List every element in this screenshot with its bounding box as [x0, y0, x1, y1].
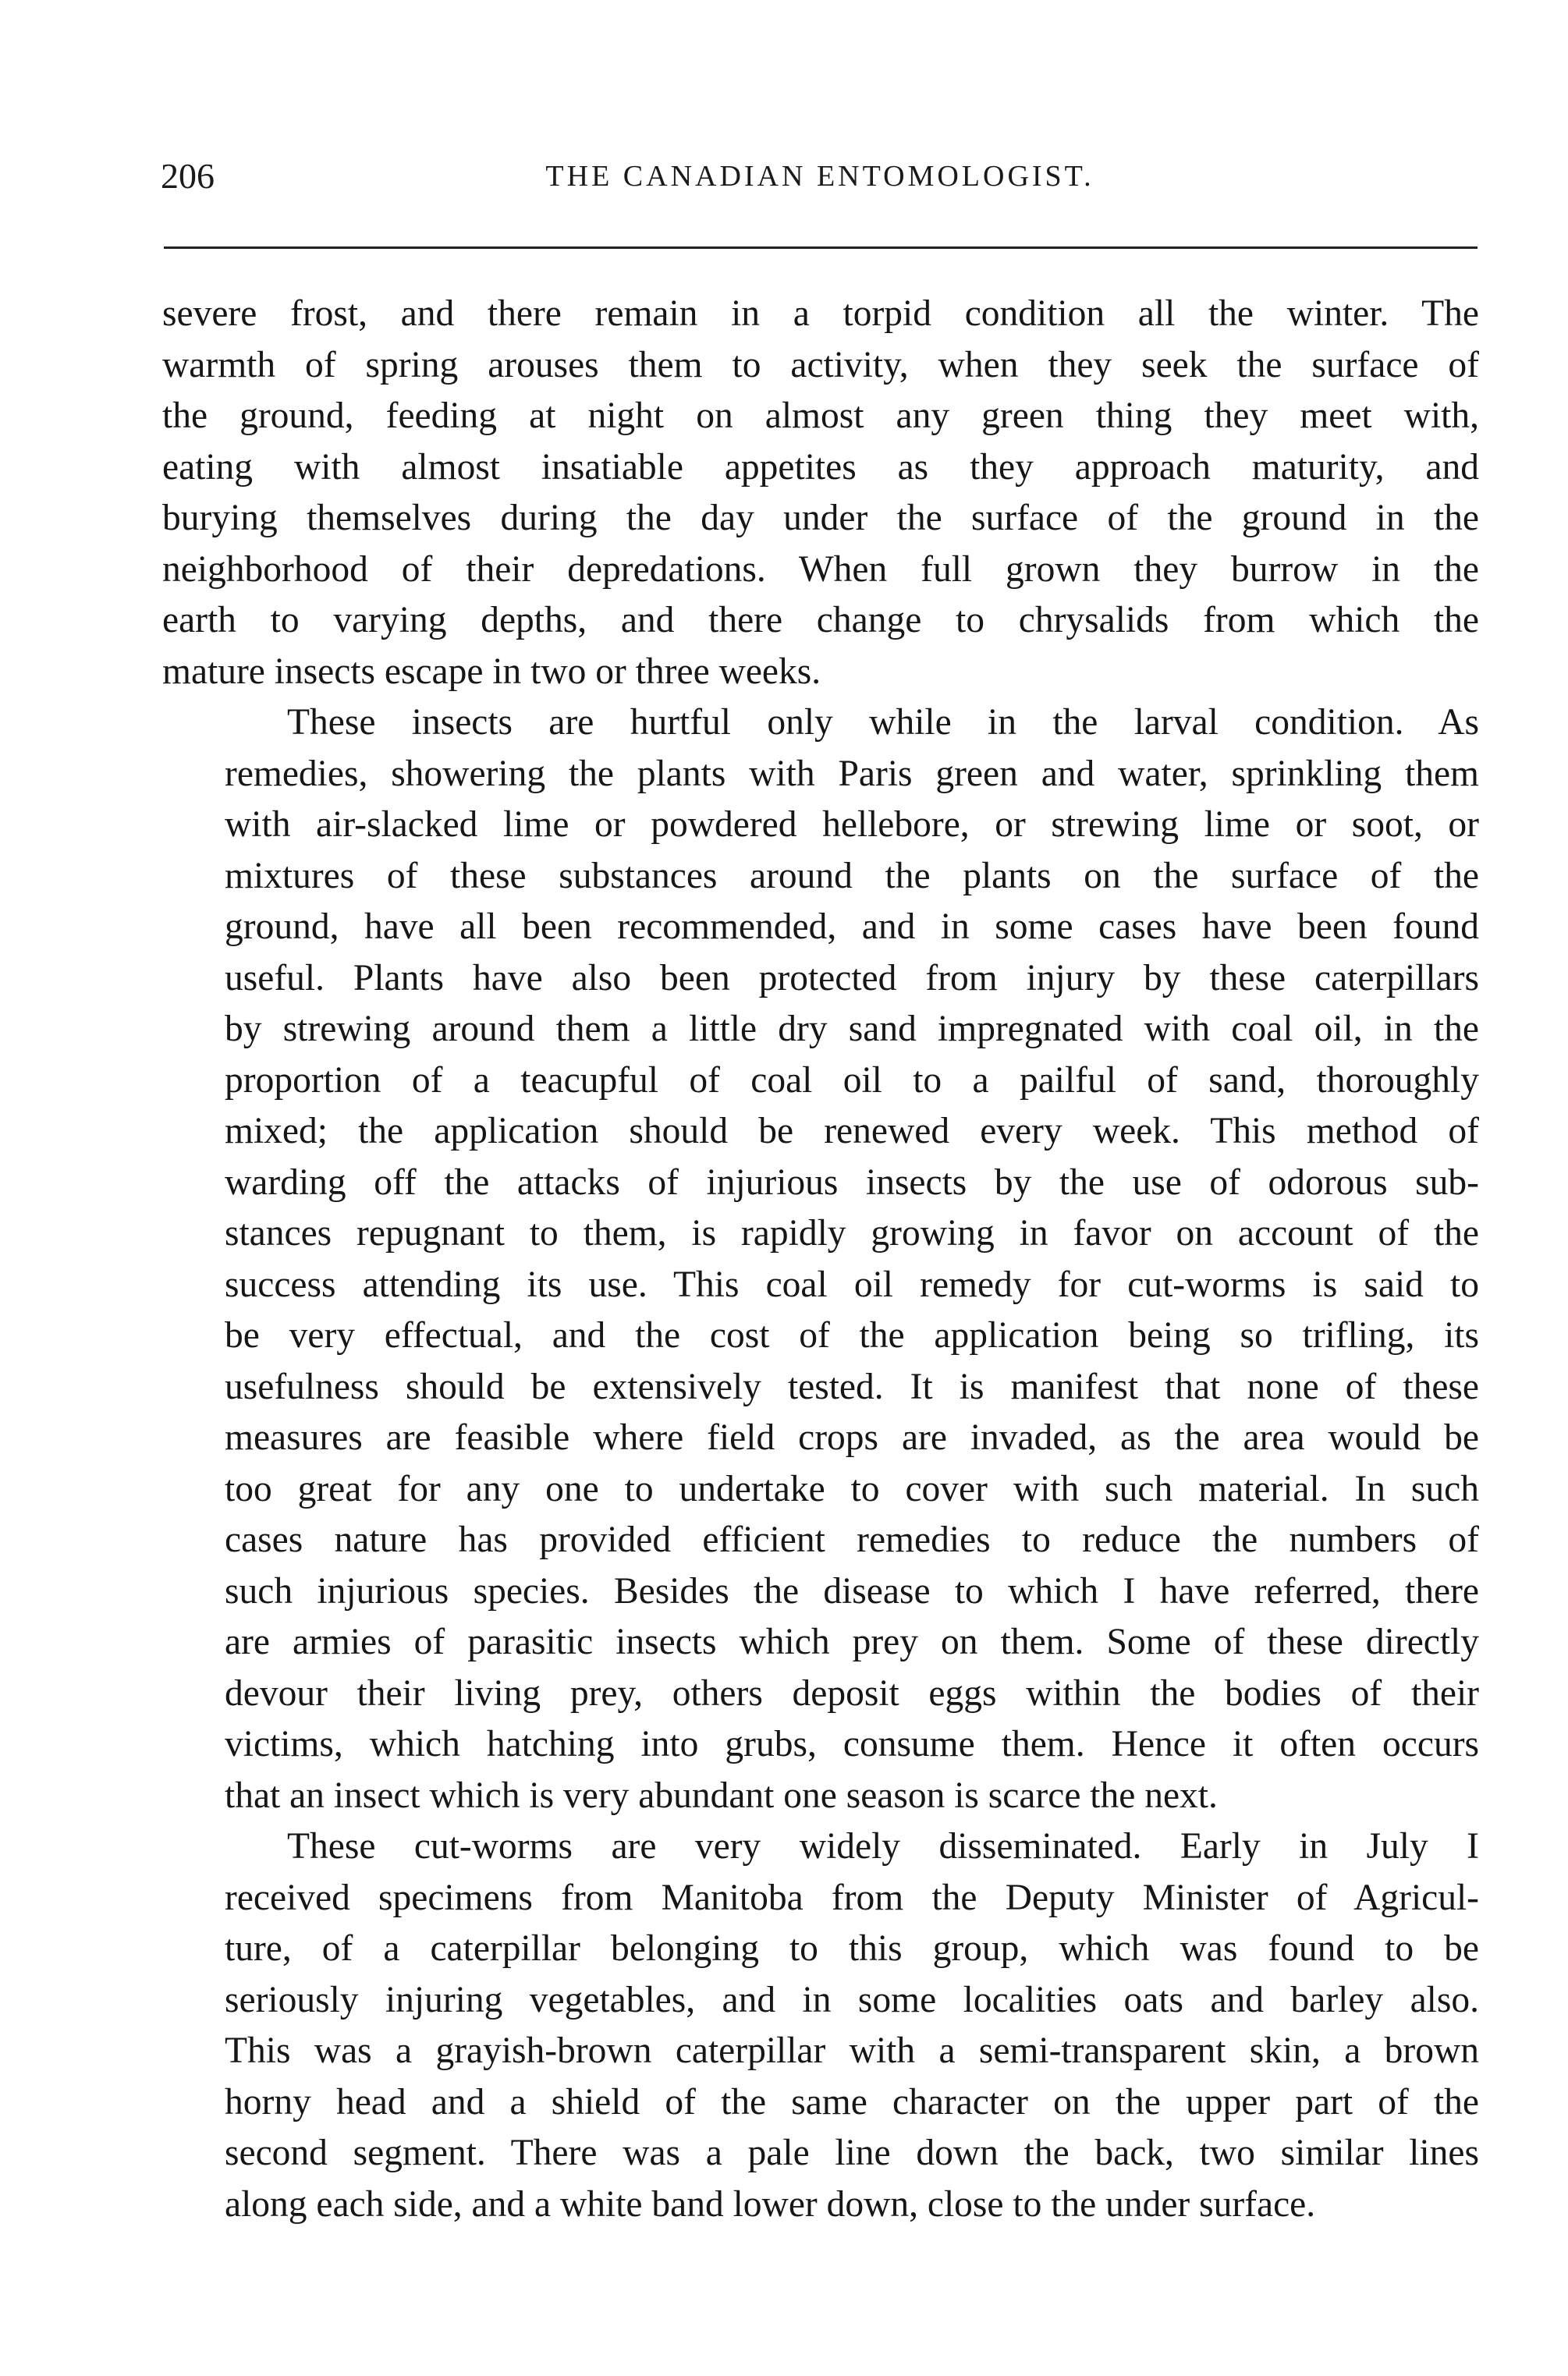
text-line: These insects are hurtful only while in the larval condition. As	[287, 702, 1479, 743]
text-line: This was a grayish-brown caterpillar with a semi-transparent skin, a brown	[225, 2030, 1479, 2071]
text-line: by strewing around them a little dry sand impregnated with coal oil, in the	[225, 1009, 1479, 1049]
text-line: are armies of parasitic insects which prey on them. Some of these directly	[225, 1622, 1479, 1662]
text-line: usefulness should be extensively tested. It is manifest that none of these	[225, 1366, 1479, 1407]
text-line: victims, which hatching into grubs, consume them. Hence it often occurs	[225, 1724, 1479, 1764]
paragraph-2	[162, 697, 1479, 1821]
text-line: devour their living prey, others deposit eggs within the bodies of their	[225, 1672, 1479, 1714]
text-line: neighborhood of their depredations. When full grown they burrow in the	[162, 548, 1479, 590]
text-line: horny head and a shield of the same character on the upper part of the	[225, 2081, 1479, 2122]
text-line: that an insect which is very abundant one season is scarce the next.	[225, 1775, 1218, 1816]
text-line: cases nature has provided efficient remedies to reduce the numbers of	[225, 1520, 1479, 1560]
text-line: received specimens from Manitoba from the Deputy Minister of Agricul-	[225, 1877, 1479, 1918]
text-line: mature insects escape in two or three weeks.	[162, 651, 821, 692]
paragraph-1	[162, 289, 1479, 697]
page-number: 206	[161, 156, 215, 196]
text-line: such injurious species. Besides the disease to which I have referred, there	[225, 1570, 1479, 1612]
body-text	[162, 289, 1479, 2230]
text-line: These cut-worms are very widely disseminated. Early in July I	[287, 1826, 1479, 1867]
text-line: measures are feasible where field crops are invaded, as the area would be	[225, 1417, 1479, 1458]
text-line: ground, have all been recommended, and in some cases have been found	[225, 906, 1479, 947]
text-line: the ground, feeding at night on almost any green thing they meet with,	[162, 395, 1479, 436]
text-line: along each side, and a white band lower down, close to the under surface.	[225, 2183, 1316, 2225]
text-line: success attending its use. This coal oil remedy for cut-worms is said to	[225, 1264, 1479, 1305]
running-head	[161, 153, 1479, 200]
text-line: warding off the attacks of injurious insects by the use of odorous sub-	[225, 1161, 1479, 1203]
text-line: remedies, showering the plants with Paris green and water, sprinkling them	[225, 753, 1479, 794]
text-line: seriously injuring vegetables, and in some localities oats and barley also.	[225, 1979, 1479, 2020]
text-line: earth to varying depths, and there change to chrysalids from which the	[162, 600, 1479, 640]
text-line: second segment. There was a pale line down the back, two similar lines	[225, 2133, 1479, 2173]
paragraph-3	[162, 1821, 1479, 2230]
text-line: mixed; the application should be renewed every week. This method of	[225, 1111, 1479, 1151]
text-line: burying themselves during the day under the surface of the ground in the	[162, 498, 1479, 538]
text-line: with air-slacked lime or powdered hellebore, or strewing lime or soot, or	[225, 804, 1479, 845]
text-line: stances repugnant to them, is rapidly growing in favor on account of the	[225, 1213, 1479, 1254]
text-line: proportion of a teacupful of coal oil to a pailful of sand, thoroughly	[225, 1059, 1479, 1101]
text-line: eating with almost insatiable appetites as they approach maturity, and	[162, 446, 1479, 488]
text-line: ture, of a caterpillar belonging to this group, which was found to be	[225, 1928, 1479, 1969]
text-line: too great for any one to undertake to cover with such material. In such	[225, 1468, 1479, 1509]
text-line: warmth of spring arouses them to activity, when they seek the surface of	[162, 344, 1479, 385]
text-line: useful. Plants have also been protected from injury by these caterpillars	[225, 957, 1479, 998]
journal-title: THE CANADIAN ENTOMOLOGIST.	[545, 160, 1094, 193]
text-line: be very effectual, and the cost of the application being so trifling, its	[225, 1315, 1479, 1356]
header-rule	[164, 246, 1478, 249]
text-line: severe frost, and there remain in a torpid condition all the winter. The	[162, 293, 1479, 334]
text-line: mixtures of these substances around the plants on the surface of the	[225, 855, 1479, 896]
